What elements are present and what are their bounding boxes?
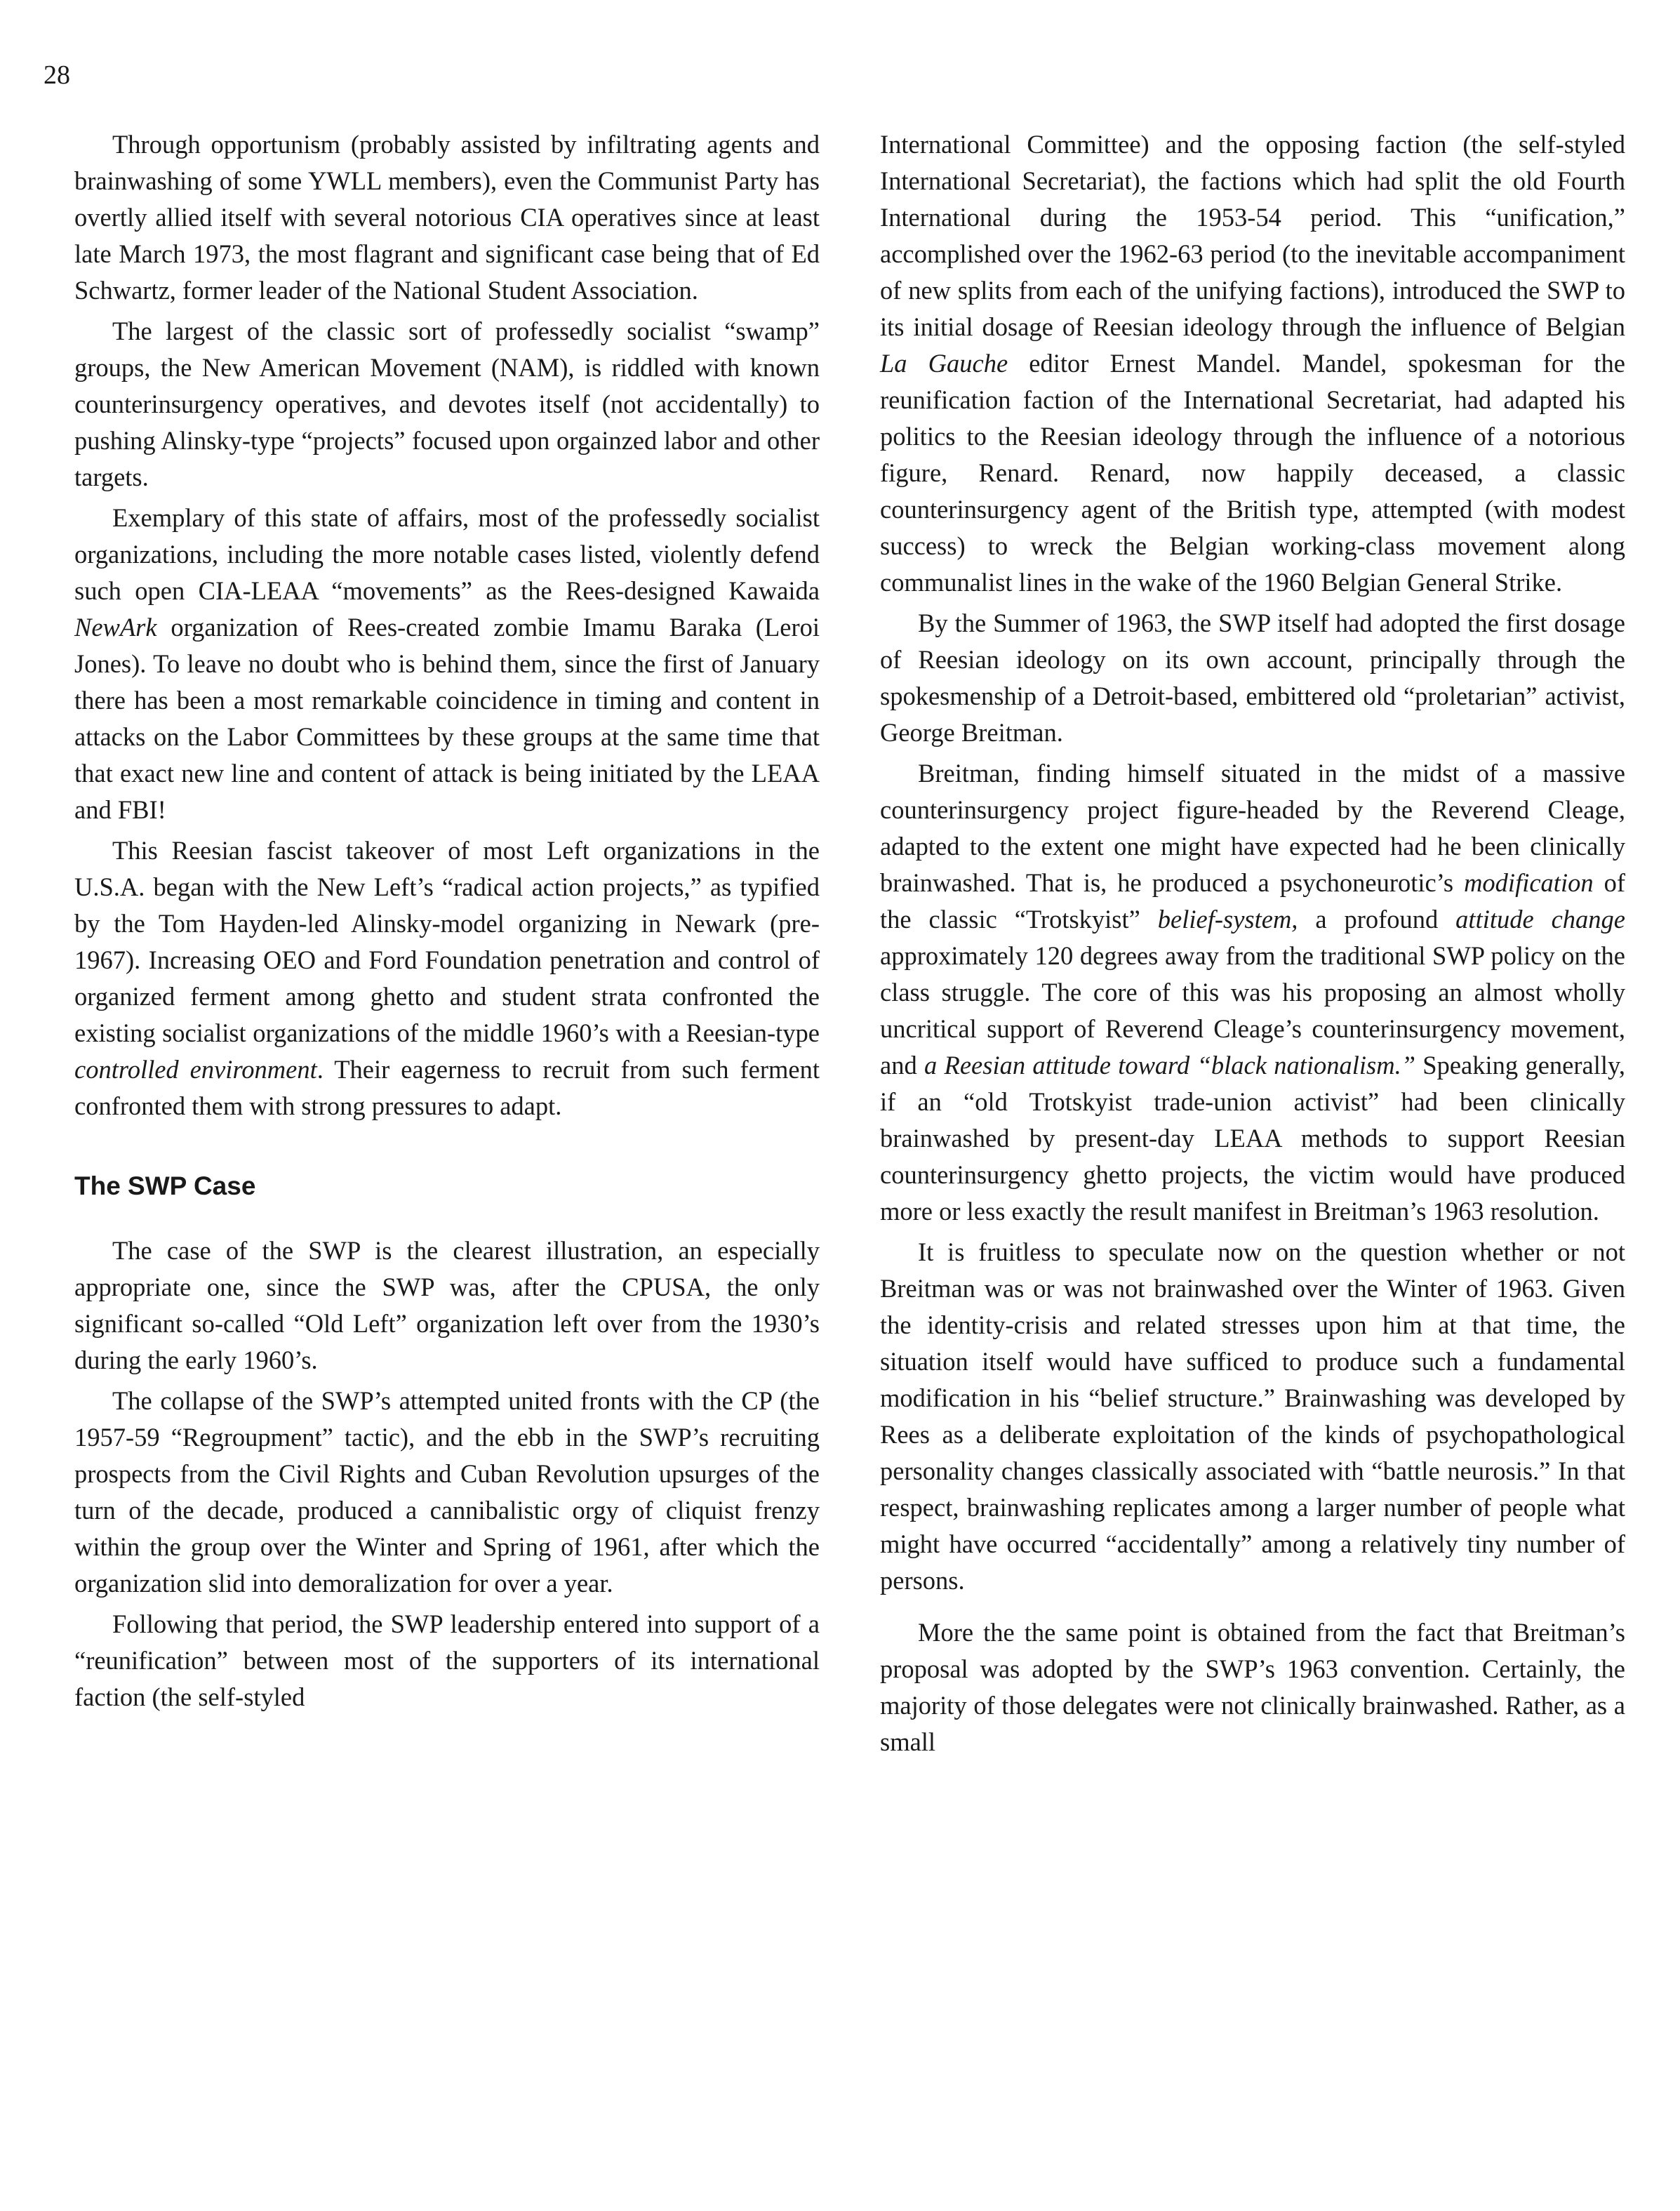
text-run: approximately 120 degrees away from the traditional SWP policy on the class struggle. The core of this was his proposing an almost wholly uncritical support of Reverend Cleage’s counterinsurgency movement, and	[880, 941, 1625, 1080]
paragraph-nam-swamp: The largest of the classic sort of professedly socialist “swamp” groups, the New American Movement (NAM), is riddled with known counterinsurgency operatives, and devotes itself (not accidentally) to pushing Alinsky-type “projects” focused upon orgainzed labor and other targets.	[74, 317, 820, 491]
italic-run: La Gauche	[880, 349, 1008, 378]
text-run: This Reesian fascist takeover of most Left organizations in the U.S.A. began with the New Left’s “radical action projects,” as typified by the Tom Hayden-led Alinsky-model organizing in Newark (pre-1967). Increasing OEO and Ford Foundation penetration and control of organized ferment among ghetto and student strata confronted the existing socialist organizations of the middle 1960’s with a Reesian-type	[74, 836, 820, 1047]
italic-run: belief-system,	[1157, 905, 1298, 934]
paragraph-convention: More the the same point is obtained from the fact that Breitman’s proposal was adopted by the SWP’s 1963 convention. Certainly, the majority of those delegates were not clinically brainwashed. Rather, as a small	[880, 1618, 1625, 1756]
paragraph-exemplary	[74, 500, 820, 828]
text-run: Breitman, finding himself situated in the midst of a massive counterinsurgency project figure-headed by the Reverend Cleage, adapted to the extent one might have expected had he been clinically brainwashed. That is, he produced a psychoneurotic’s	[880, 759, 1625, 897]
italic-run: controlled environment	[74, 1055, 317, 1084]
paragraph-swp-collapse: The collapse of the SWP’s attempted united fronts with the CP (the 1957-59 “Regroupment” tactic), and the ebb in the SWP’s recruiting prospects from the Civil Rights and Cuban Revolution upsurges of the turn of the decade, produced a cannibalistic orgy of cliquist frenzy within the group over the Winter and Spring of 1961, after which the organization slid into demoralization for over a year.	[74, 1386, 820, 1598]
text-run: . Their eagerness to recruit from such ferment confronted them with strong pressures to adapt.	[74, 1055, 820, 1120]
paragraph-cpusa-opportunism: Through opportunism (probably assisted by infiltrating agents and brainwashing of some YWLL members), even the Communist Party has overtly allied itself with several notorious CIA operatives since at least late March 1973, the most flagrant and significant case being that of Ed Schwartz, former leader of the National Student Association.	[74, 130, 820, 305]
paragraph-summer-1963: By the Summer of 1963, the SWP itself had adopted the first dosage of Reesian ideology on its own account, principally through the spokesmenship of a Detroit-based, embittered old “proletarian” activist, George Breitman.	[880, 609, 1625, 747]
italic-run: a Reesian attitude toward “black nationalism.”	[924, 1051, 1416, 1080]
text-run: editor Ernest Mandel. Mandel, spokesman for the reunification faction of the International Secretariat, had adapted his politics to the Reesian ideology through the influence of a notorious figure, Renard. Renard, now happily deceased, a classic counterinsurgency agent of the British type, attempted (with modest success) to wreck the Belgian working-class movement along communalist lines in the wake of the 1960 Belgian General Strike.	[880, 349, 1625, 597]
italic-run: attitude change	[1455, 905, 1625, 934]
paragraph-fruitless: It is fruitless to speculate now on the question whether or not Breitman was or was not brainwashed over the Winter of 1963. Given the identity-crisis and related stresses upon him at that time, the situation itself would have sufficed to produce such a fundamental modification in his “belief structure.” Brainwashing was developed by Rees as a deliberate exploitation of the kinds of psychopathological personality changes classically associated with “battle neurosis.” In that respect, brainwashing replicates among a larger number of people what might have occurred “accidentally” among a relatively tiny number of persons.	[880, 1237, 1625, 1595]
section-heading: The SWP Case	[74, 1171, 256, 1200]
paragraph-reunification: Following that period, the SWP leadership entered into support of a “reunification” between most of the supporters of its international faction (the self-styled	[74, 1609, 820, 1711]
text-run: a profound	[1298, 905, 1456, 934]
right-column	[880, 126, 1625, 1765]
left-column	[74, 126, 820, 1720]
paragraph-swp-case: The case of the SWP is the clearest illustration, an especially appropriate one, since the SWP was, after the CPUSA, the only significant so-called “Old Left” organization left over from the 1930’s during the early 1960’s.	[74, 1236, 820, 1374]
italic-run: modification	[1464, 868, 1594, 897]
paragraph-breitman	[880, 755, 1625, 1230]
text-run: Speaking generally, if an “old Trotskyist trade-union activist” had been clinically brainwashed by present-day LEAA methods to support Reesian counterinsurgency ghetto projects, the victim would have produced more or less exactly the result manifest in Breitman’s 1963 resolution.	[880, 1051, 1625, 1226]
paragraph-reesian-takeover	[74, 832, 820, 1124]
page-number: 28	[44, 60, 70, 90]
italic-run: NewArk	[74, 613, 157, 642]
text-run: International Committee) and the opposing faction (the self-styled International Secretariat), the factions which had split the old Fourth International during the 1953-54 period. This “unification,” accomplished over the 1962-63 period (to the inevitable accompaniment of new splits from each of the unifying factions), introduced the SWP to its initial dosage of Reesian ideology through the influence of Belgian	[880, 130, 1625, 341]
text-run: of the classic “Trotskyist”	[880, 868, 1625, 934]
text-run: organization of Rees-created zombie Imamu Baraka (Leroi Jones). To leave no doubt who is behind them, since the first of January there has been a most remarkable coincidence in timing and content in attacks on the Labor Committees by these groups at the same time that that exact new line and content of attack is being initiated by the LEAA and FBI!	[74, 613, 820, 824]
text-run: Exemplary of this state of affairs, most of the professedly socialist organizations, including the more notable cases listed, violently defend such open CIA-LEAA “movements” as the Rees-designed Kawaida	[74, 503, 820, 605]
paragraph-continuation	[880, 126, 1625, 601]
